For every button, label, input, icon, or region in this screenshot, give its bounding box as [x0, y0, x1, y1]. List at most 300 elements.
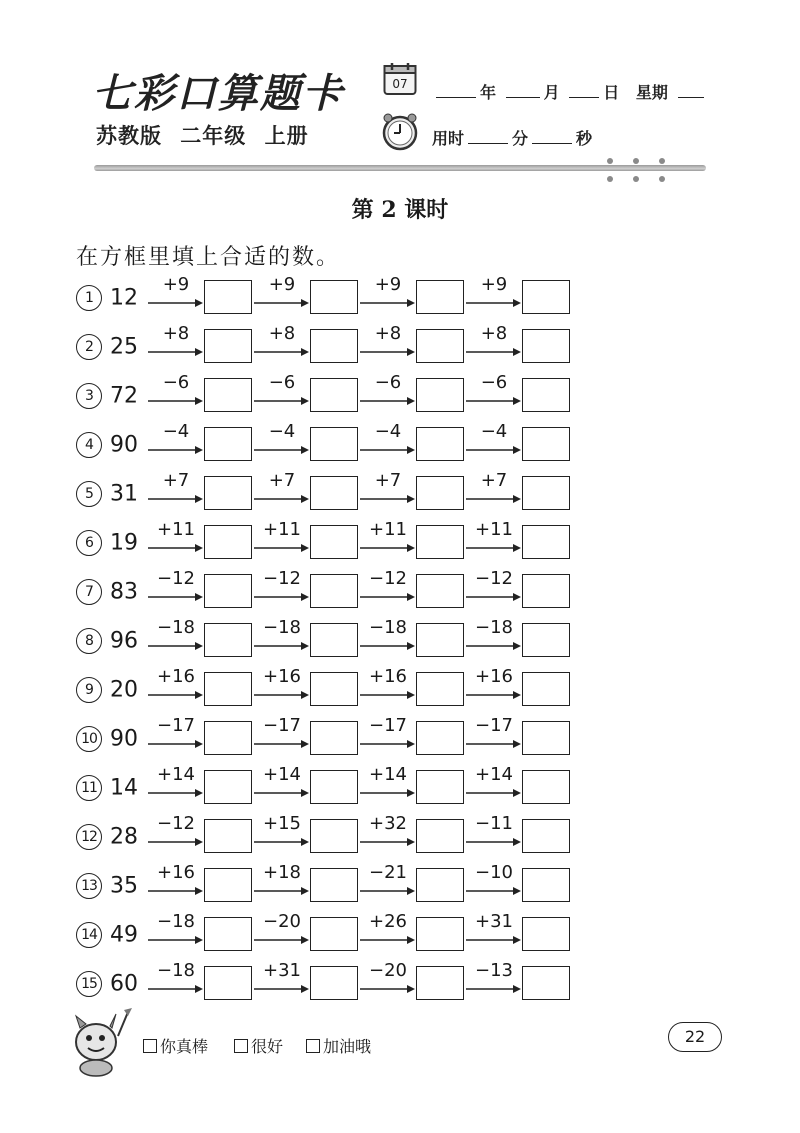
right-arrow-icon: [148, 788, 204, 798]
answer-box[interactable]: [522, 427, 570, 461]
seconds-blank[interactable]: [532, 129, 572, 144]
right-arrow-icon: [360, 837, 416, 847]
operation-step: [148, 274, 204, 318]
operation-step: [254, 862, 310, 906]
operation-label: −18: [263, 617, 301, 638]
operation-step: [254, 421, 310, 465]
calendar-icon: [383, 62, 417, 96]
operation-step: [148, 421, 204, 465]
operation-label: +16: [369, 666, 407, 687]
weekday-blank[interactable]: [678, 83, 704, 98]
answer-box[interactable]: [522, 280, 570, 314]
right-arrow-icon: [466, 690, 522, 700]
operation-label: −11: [475, 813, 513, 834]
right-arrow-icon: [466, 347, 522, 357]
rating-keep-going[interactable]: 加油哦: [306, 1034, 371, 1057]
operation-label: −20: [263, 911, 301, 932]
operation-step: [254, 372, 310, 416]
row-label: [76, 334, 138, 360]
answer-box[interactable]: [416, 574, 464, 608]
right-arrow-icon: [360, 445, 416, 455]
right-arrow-icon: [360, 886, 416, 896]
operation-step: [466, 617, 522, 661]
answer-box[interactable]: [310, 672, 358, 706]
right-arrow-icon: [466, 298, 522, 308]
answer-box[interactable]: [310, 868, 358, 902]
operation-step: [360, 568, 416, 612]
start-number: 90: [110, 432, 138, 458]
answer-box[interactable]: [310, 427, 358, 461]
answer-box[interactable]: [416, 427, 464, 461]
operation-label: −20: [369, 960, 407, 981]
answer-box[interactable]: [522, 476, 570, 510]
operation-step: [466, 470, 522, 514]
answer-box[interactable]: [310, 329, 358, 363]
operation-label: −12: [263, 568, 301, 589]
row-number-marker: 9: [76, 677, 102, 703]
operation-label: −18: [157, 617, 195, 638]
right-arrow-icon: [254, 592, 310, 602]
operation-step: [466, 372, 522, 416]
operation-step: [148, 568, 204, 612]
operation-step: [254, 470, 310, 514]
page-number: 22: [668, 1022, 722, 1052]
right-arrow-icon: [466, 445, 522, 455]
right-arrow-icon: [148, 396, 204, 406]
right-arrow-icon: [148, 690, 204, 700]
operation-label: −17: [369, 715, 407, 736]
answer-box[interactable]: [416, 329, 464, 363]
operation-label: +16: [263, 666, 301, 687]
time-fill-line: 用时 分 秒: [432, 129, 593, 148]
answer-box[interactable]: [416, 280, 464, 314]
right-arrow-icon: [148, 837, 204, 847]
row-label: [76, 775, 138, 801]
operation-step: [360, 813, 416, 857]
operation-label: −17: [157, 715, 195, 736]
answer-box[interactable]: [522, 819, 570, 853]
operation-step: [466, 862, 522, 906]
answer-box[interactable]: [522, 329, 570, 363]
answer-box[interactable]: [204, 917, 252, 951]
right-arrow-icon: [148, 592, 204, 602]
operation-label: +14: [475, 764, 513, 785]
answer-box[interactable]: [204, 672, 252, 706]
right-arrow-icon: [148, 641, 204, 651]
right-arrow-icon: [254, 886, 310, 896]
start-number: 72: [110, 383, 138, 409]
start-number: 28: [110, 824, 138, 850]
answer-box[interactable]: [204, 721, 252, 755]
day-blank[interactable]: [569, 83, 599, 98]
operation-label: −10: [475, 862, 513, 883]
operation-step: [466, 568, 522, 612]
row-number-marker: 7: [76, 579, 102, 605]
answer-box[interactable]: [522, 721, 570, 755]
right-arrow-icon: [254, 396, 310, 406]
right-arrow-icon: [360, 347, 416, 357]
operation-step: [360, 323, 416, 367]
right-arrow-icon: [466, 739, 522, 749]
operation-step: [148, 666, 204, 710]
checkbox[interactable]: [143, 1039, 157, 1053]
operation-label: −4: [268, 421, 296, 442]
operation-step: [148, 960, 204, 1004]
operation-label: +14: [263, 764, 301, 785]
operation-label: −4: [162, 421, 190, 442]
operation-step: [466, 274, 522, 318]
rating-good[interactable]: 很好: [234, 1034, 283, 1057]
operation-label: −6: [268, 372, 296, 393]
answer-box[interactable]: [416, 672, 464, 706]
operation-label: +7: [268, 470, 296, 491]
right-arrow-icon: [360, 494, 416, 504]
answer-box[interactable]: [522, 525, 570, 559]
right-arrow-icon: [148, 984, 204, 994]
right-arrow-icon: [148, 543, 204, 553]
row-label: [76, 285, 138, 311]
operation-step: [360, 666, 416, 710]
operation-label: −12: [475, 568, 513, 589]
row-label: [76, 971, 138, 997]
checkbox[interactable]: [306, 1039, 320, 1053]
row-label: [76, 579, 138, 605]
answer-box[interactable]: [204, 525, 252, 559]
operation-label: −12: [157, 568, 195, 589]
row-label: [76, 432, 138, 458]
answer-box[interactable]: [522, 868, 570, 902]
row-number-marker: 15: [76, 971, 102, 997]
operation-label: −4: [374, 421, 402, 442]
row-number-marker: 8: [76, 628, 102, 654]
operation-label: −6: [480, 372, 508, 393]
right-arrow-icon: [360, 396, 416, 406]
operation-label: +16: [157, 862, 195, 883]
operation-step: [466, 519, 522, 563]
operation-label: −18: [157, 960, 195, 981]
operation-step: [148, 911, 204, 955]
operation-step: [254, 960, 310, 1004]
answer-box[interactable]: [416, 476, 464, 510]
answer-box[interactable]: [522, 378, 570, 412]
operation-label: −12: [157, 813, 195, 834]
operation-step: [254, 715, 310, 759]
answer-box[interactable]: [310, 476, 358, 510]
answer-box[interactable]: [522, 672, 570, 706]
answer-box[interactable]: [310, 280, 358, 314]
row-label: [76, 383, 138, 409]
operation-label: +16: [475, 666, 513, 687]
start-number: 35: [110, 873, 138, 899]
operation-label: −21: [369, 862, 407, 883]
right-arrow-icon: [254, 935, 310, 945]
operation-label: +9: [480, 274, 508, 295]
start-number: 31: [110, 481, 138, 507]
operation-step: [466, 813, 522, 857]
row-label: [76, 677, 138, 703]
operation-step: [360, 372, 416, 416]
month-blank[interactable]: [506, 83, 540, 98]
divider-bead: [659, 158, 665, 164]
operation-step: [254, 323, 310, 367]
right-arrow-icon: [148, 935, 204, 945]
row-number-marker: 13: [76, 873, 102, 899]
answer-box[interactable]: [310, 378, 358, 412]
answer-box[interactable]: [204, 819, 252, 853]
operation-label: +8: [374, 323, 402, 344]
operation-label: +11: [263, 519, 301, 540]
start-number: 60: [110, 971, 138, 997]
answer-box[interactable]: [416, 966, 464, 1000]
start-number: 19: [110, 530, 138, 556]
operation-label: +8: [480, 323, 508, 344]
operation-label: +26: [369, 911, 407, 932]
operation-label: −18: [369, 617, 407, 638]
operation-step: [148, 715, 204, 759]
right-arrow-icon: [360, 935, 416, 945]
row-label: [76, 873, 138, 899]
answer-box[interactable]: [522, 917, 570, 951]
start-number: 96: [110, 628, 138, 654]
operation-label: +16: [157, 666, 195, 687]
row-number-marker: 5: [76, 481, 102, 507]
edition-subtitle: 苏教版 二年级 上册: [96, 124, 309, 148]
operation-label: −6: [162, 372, 190, 393]
operation-label: +31: [263, 960, 301, 981]
operation-step: [360, 274, 416, 318]
operation-label: +7: [480, 470, 508, 491]
right-arrow-icon: [360, 690, 416, 700]
right-arrow-icon: [360, 298, 416, 308]
row-label: [76, 726, 138, 752]
answer-box[interactable]: [204, 476, 252, 510]
operation-step: [466, 666, 522, 710]
start-number: 25: [110, 334, 138, 360]
checkbox[interactable]: [234, 1039, 248, 1053]
answer-box[interactable]: [310, 623, 358, 657]
date-fill-line: 年 月 日 星期: [432, 80, 708, 103]
operation-step: [360, 911, 416, 955]
row-label: [76, 922, 138, 948]
divider-bead: [607, 158, 613, 164]
answer-box[interactable]: [204, 427, 252, 461]
operation-step: [254, 568, 310, 612]
right-arrow-icon: [254, 494, 310, 504]
row-number-marker: 12: [76, 824, 102, 850]
right-arrow-icon: [360, 543, 416, 553]
operation-step: [360, 421, 416, 465]
answer-box[interactable]: [416, 623, 464, 657]
operation-label: +9: [162, 274, 190, 295]
right-arrow-icon: [466, 543, 522, 553]
operation-label: −17: [475, 715, 513, 736]
operation-step: [360, 960, 416, 1004]
operation-step: [466, 960, 522, 1004]
year-blank[interactable]: [436, 83, 476, 98]
operation-label: +11: [475, 519, 513, 540]
operation-label: +14: [157, 764, 195, 785]
operation-label: +8: [268, 323, 296, 344]
operation-step: [254, 764, 310, 808]
answer-box[interactable]: [204, 623, 252, 657]
start-number: 49: [110, 922, 138, 948]
right-arrow-icon: [360, 984, 416, 994]
operation-label: +32: [369, 813, 407, 834]
operation-step: [360, 470, 416, 514]
operation-step: [466, 764, 522, 808]
start-number: 14: [110, 775, 138, 801]
right-arrow-icon: [360, 641, 416, 651]
operation-step: [148, 470, 204, 514]
operation-label: +14: [369, 764, 407, 785]
right-arrow-icon: [148, 347, 204, 357]
operation-step: [360, 519, 416, 563]
operation-label: −6: [374, 372, 402, 393]
right-arrow-icon: [148, 298, 204, 308]
answer-box[interactable]: [310, 966, 358, 1000]
row-number-marker: 6: [76, 530, 102, 556]
answer-box[interactable]: [310, 917, 358, 951]
operation-label: +11: [157, 519, 195, 540]
divider-bead: [633, 158, 639, 164]
answer-box[interactable]: [204, 329, 252, 363]
operation-step: [360, 862, 416, 906]
operation-step: [148, 862, 204, 906]
instruction-text: 在方框里填上合适的数。: [76, 245, 341, 270]
right-arrow-icon: [254, 445, 310, 455]
answer-box[interactable]: [204, 574, 252, 608]
right-arrow-icon: [360, 739, 416, 749]
right-arrow-icon: [466, 984, 522, 994]
minutes-blank[interactable]: [468, 129, 508, 144]
rating-great[interactable]: 你真棒: [143, 1034, 208, 1057]
row-number-marker: 4: [76, 432, 102, 458]
answer-box[interactable]: [416, 378, 464, 412]
row-label: [76, 481, 138, 507]
right-arrow-icon: [360, 788, 416, 798]
answer-box[interactable]: [204, 280, 252, 314]
operation-label: −13: [475, 960, 513, 981]
operation-step: [360, 715, 416, 759]
operation-label: −18: [157, 911, 195, 932]
row-number-marker: 3: [76, 383, 102, 409]
answer-box[interactable]: [522, 574, 570, 608]
answer-box[interactable]: [310, 574, 358, 608]
operation-step: [148, 764, 204, 808]
calendar-day: 07: [392, 77, 408, 91]
right-arrow-icon: [466, 494, 522, 504]
header-divider: [94, 165, 706, 171]
start-number: 90: [110, 726, 138, 752]
answer-box[interactable]: [522, 623, 570, 657]
operation-step: [254, 274, 310, 318]
divider-bead: [659, 176, 665, 182]
answer-box[interactable]: [416, 868, 464, 902]
answer-box[interactable]: [416, 917, 464, 951]
clock-icon: [380, 112, 420, 152]
right-arrow-icon: [148, 445, 204, 455]
operation-label: −4: [480, 421, 508, 442]
operation-step: [148, 617, 204, 661]
right-arrow-icon: [148, 739, 204, 749]
brand-title: 七彩口算题卡: [92, 70, 344, 117]
answer-box[interactable]: [204, 868, 252, 902]
right-arrow-icon: [466, 396, 522, 406]
right-arrow-icon: [148, 494, 204, 504]
operation-step: [148, 372, 204, 416]
answer-box[interactable]: [204, 378, 252, 412]
answer-box[interactable]: [204, 770, 252, 804]
answer-box[interactable]: [522, 966, 570, 1000]
right-arrow-icon: [466, 641, 522, 651]
answer-box[interactable]: [310, 525, 358, 559]
row-number-marker: 11: [76, 775, 102, 801]
right-arrow-icon: [360, 592, 416, 602]
answer-box[interactable]: [310, 819, 358, 853]
answer-box[interactable]: [416, 819, 464, 853]
operation-label: +31: [475, 911, 513, 932]
operation-step: [360, 617, 416, 661]
answer-box[interactable]: [416, 770, 464, 804]
row-number-marker: 14: [76, 922, 102, 948]
divider-bead: [633, 176, 639, 182]
right-arrow-icon: [148, 886, 204, 896]
operation-step: [254, 519, 310, 563]
operation-step: [466, 911, 522, 955]
operation-step: [360, 764, 416, 808]
row-label: [76, 824, 138, 850]
operation-label: +9: [268, 274, 296, 295]
right-arrow-icon: [254, 739, 310, 749]
right-arrow-icon: [466, 837, 522, 847]
operation-step: [254, 911, 310, 955]
operation-step: [254, 617, 310, 661]
operation-label: −12: [369, 568, 407, 589]
mascot-illustration: [66, 1006, 136, 1078]
row-number-marker: 1: [76, 285, 102, 311]
operation-label: +18: [263, 862, 301, 883]
start-number: 83: [110, 579, 138, 605]
row-label: [76, 628, 138, 654]
operation-label: −18: [475, 617, 513, 638]
right-arrow-icon: [466, 592, 522, 602]
right-arrow-icon: [254, 788, 310, 798]
lesson-title: 第 2 课时: [351, 197, 449, 223]
operation-label: −17: [263, 715, 301, 736]
start-number: 12: [110, 285, 138, 311]
right-arrow-icon: [254, 984, 310, 994]
start-number: 20: [110, 677, 138, 703]
operation-step: [466, 323, 522, 367]
row-number-marker: 10: [76, 726, 102, 752]
right-arrow-icon: [466, 788, 522, 798]
answer-box[interactable]: [522, 770, 570, 804]
right-arrow-icon: [254, 641, 310, 651]
operation-step: [254, 813, 310, 857]
answer-box[interactable]: [310, 770, 358, 804]
answer-box[interactable]: [416, 525, 464, 559]
divider-bead: [607, 176, 613, 182]
operation-label: +11: [369, 519, 407, 540]
right-arrow-icon: [254, 837, 310, 847]
right-arrow-icon: [254, 347, 310, 357]
answer-box[interactable]: [416, 721, 464, 755]
answer-box[interactable]: [204, 966, 252, 1000]
operation-step: [148, 813, 204, 857]
answer-box[interactable]: [310, 721, 358, 755]
right-arrow-icon: [254, 543, 310, 553]
operation-step: [466, 715, 522, 759]
